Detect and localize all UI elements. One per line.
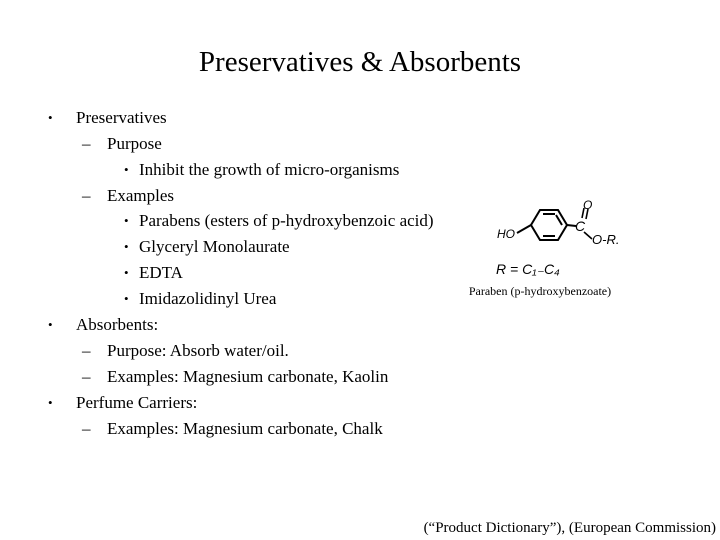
- bullet-marker: –: [82, 419, 91, 438]
- bullet-item: [124, 262, 183, 284]
- carbon-label: C: [575, 218, 586, 234]
- bullet-text: Examples: [107, 186, 175, 205]
- bullet-text: Inhibit the growth of micro-organisms: [139, 160, 400, 179]
- bullet-text: Absorbents:: [76, 315, 159, 334]
- bullet-item: [82, 418, 383, 440]
- bullet-item: [124, 288, 277, 310]
- bullet-item: [48, 107, 167, 129]
- bullet-marker: •: [48, 110, 53, 125]
- bullet-item: [82, 133, 162, 155]
- bullet-text: Purpose: Absorb water/oil.: [107, 341, 289, 360]
- bullet-text: Parabens (esters of p-hydroxybenzoic acid): [139, 211, 434, 230]
- bullet-marker: •: [48, 317, 53, 332]
- slide-title: Preservatives & Absorbents: [198, 46, 522, 78]
- bullet-marker: •: [124, 239, 129, 254]
- bullet-marker: –: [82, 367, 91, 386]
- bullet-text: Glyceryl Monolaurate: [139, 237, 290, 256]
- bullet-marker: –: [82, 341, 91, 360]
- bullet-item: [82, 366, 389, 388]
- bullet-item: [124, 236, 290, 258]
- citation: (“Product Dictionary”), (European Commission): [423, 520, 716, 536]
- bullet-marker: •: [48, 395, 53, 410]
- ester-bond: [584, 232, 592, 239]
- bullet-marker: •: [124, 213, 129, 228]
- bullet-text: EDTA: [139, 263, 183, 282]
- bullet-text: Purpose: [107, 134, 162, 153]
- r-formula-label: R = C₁₋C₄: [496, 261, 560, 277]
- bullet-item: [124, 210, 434, 232]
- ho-bond: [517, 225, 531, 233]
- bullet-text: Imidazolidinyl Urea: [139, 289, 277, 308]
- bullet-marker: •: [124, 291, 129, 306]
- bullet-item: [82, 340, 289, 362]
- bullet-marker: •: [124, 265, 129, 280]
- bullet-item: [124, 159, 400, 181]
- bullet-text: Examples: Magnesium carbonate, Kaolin: [107, 367, 389, 386]
- bullet-item: [48, 314, 159, 336]
- ester-label: O-R.: [592, 232, 620, 247]
- paraben-structure-figure: [492, 196, 627, 284]
- paraben-structure-drawing: [492, 196, 627, 284]
- bullet-item: [48, 392, 198, 414]
- figure-caption: Paraben (p-hydroxybenzoate): [468, 284, 612, 298]
- bullet-text: Preservatives: [76, 108, 167, 127]
- bullet-item: [82, 185, 175, 207]
- ho-label: HO: [497, 227, 515, 241]
- bullet-text: Examples: Magnesium carbonate, Chalk: [107, 419, 383, 438]
- oxygen-top-label: O: [583, 198, 593, 212]
- bullet-marker: •: [124, 162, 129, 177]
- bullet-marker: –: [82, 134, 91, 153]
- bullet-marker: –: [82, 186, 91, 205]
- bullet-text: Perfume Carriers:: [76, 393, 198, 412]
